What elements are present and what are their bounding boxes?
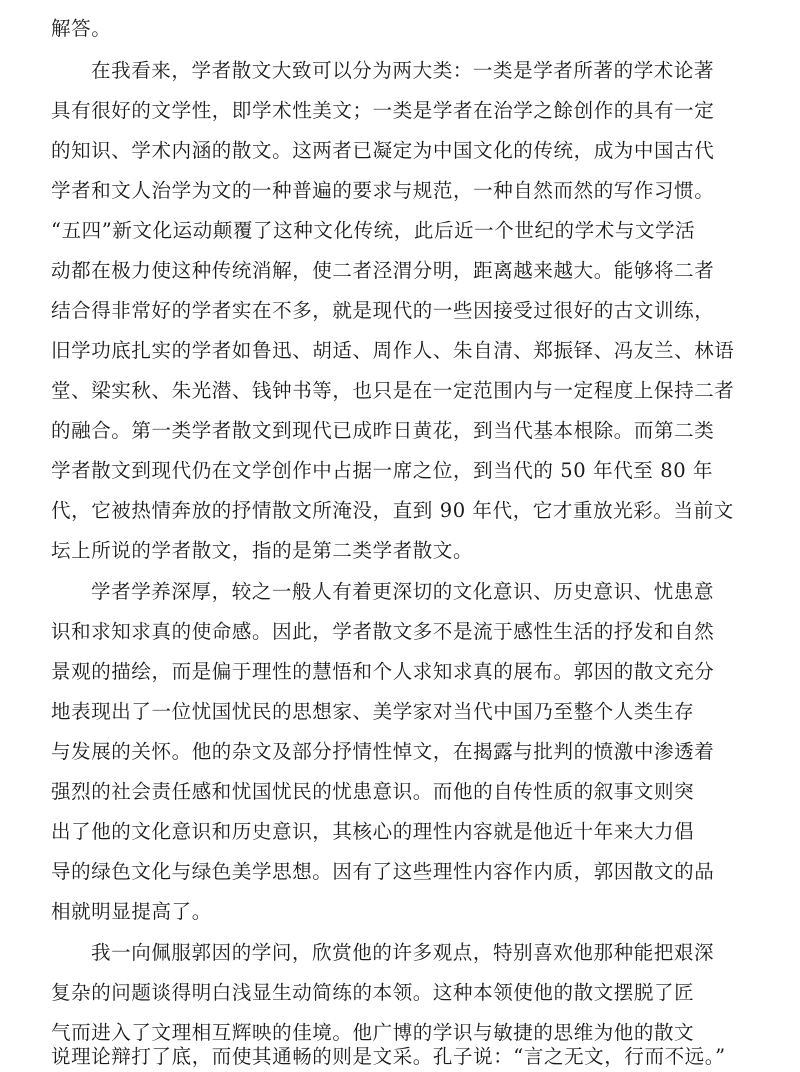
text-line-23: 相就明显提高了。 — [51, 900, 212, 923]
text-line-7: 动都在极力使这种传统消解，使二者泾渭分明，距离越来越大。能够将二者 — [51, 259, 715, 282]
text-line-22: 导的绿色文化与绿色美学思想。因有了这些理性内容作内质，郭因散文的品 — [51, 860, 715, 883]
text-line-19: 与发展的关怀。他的杂文及部分抒情性悼文，在揭露与批判的愤激中渗透着 — [51, 740, 715, 763]
text-line-6: “五四”新文化运动颠覆了这种文化传统，此后近一个世纪的学术与文学活 — [51, 219, 696, 242]
text-line-14: 坛上所说的学者散文，指的是第二类学者散文。 — [51, 539, 474, 562]
text-line-13: 代，它被热情奔放的抒情散文所淹没，直到 90 年代，它才重放光彩。当前文 — [51, 499, 734, 522]
text-line-5: 学者和文人治学为文的一种普遍的要求与规范，一种自然而然的写作习惯。 — [51, 179, 715, 202]
text-line-24: 我一向佩服郭因的学问，欣赏他的许多观点，特别喜欢他那种能把艰深 — [91, 941, 715, 964]
text-line-11: 的融合。第一类学者散文到现代已成昨日黄花，到当代基本根除。而第二类 — [51, 419, 715, 442]
text-line-2: 在我看来，学者散文大致可以分为两大类：一类是学者所著的学术论著 — [91, 59, 715, 82]
text-line-3: 具有很好的文学性，即学术性美文；一类是学者在治学之餘创作的具有一定 — [51, 99, 715, 122]
text-line-15: 学者学养深厚，较之一般人有着更深切的文化意识、历史意识、忧患意 — [91, 580, 715, 603]
text-line-26: 气而进入了文理相互辉映的佳境。他广博的学识与敏捷的思维为他的散文 — [51, 1021, 695, 1044]
text-line-16: 识和求知求真的使命感。因此，学者散文多不是流于感性生活的抒发和自然 — [51, 620, 715, 643]
text-line-20: 强烈的社会责任感和忧国忧民的忧患意识。而他的自传性质的叙事文则突 — [51, 780, 695, 803]
text-line-8: 结合得非常好的学者实在不多，就是现代的一些因接受过很好的古文训练， — [51, 299, 715, 322]
text-line-9: 旧学功底扎实的学者如鲁迅、胡适、周作人、朱自清、郑振铎、冯友兰、林语 — [51, 339, 735, 362]
text-line-27: 说理论辩打了底，而使其通畅的则是文采。孔子说：“言之无文，行而不远。” — [51, 1045, 726, 1068]
text-line-18: 地表现出了一位忧国忧民的思想家、美学家对当代中国乃至整个人类生存 — [51, 700, 695, 723]
text-line-12: 学者散文到现代仍在文学创作中占据一席之位，到当代的 50 年代至 80 年 — [51, 459, 714, 482]
text-line-4: 的知识、学术内涵的散文。这两者已凝定为中国文化的传统，成为中国古代 — [51, 139, 715, 162]
text-line-1: 解答。 — [51, 17, 112, 40]
text-line-10: 堂、梁实秋、朱光潜、钱钟书等，也只是在一定范围内与一定程度上保持二者 — [51, 379, 735, 402]
text-line-21: 出了他的文化意识和历史意识，其核心的理性内容就是他近十年来大力倡 — [51, 820, 695, 843]
text-line-25: 复杂的问题谈得明白浅显生动简练的本领。这种本领使他的散文摆脱了匠 — [51, 981, 695, 1004]
text-line-17: 景观的描绘，而是偏于理性的慧悟和个人求知求真的展布。郭因的散文充分 — [51, 660, 715, 683]
